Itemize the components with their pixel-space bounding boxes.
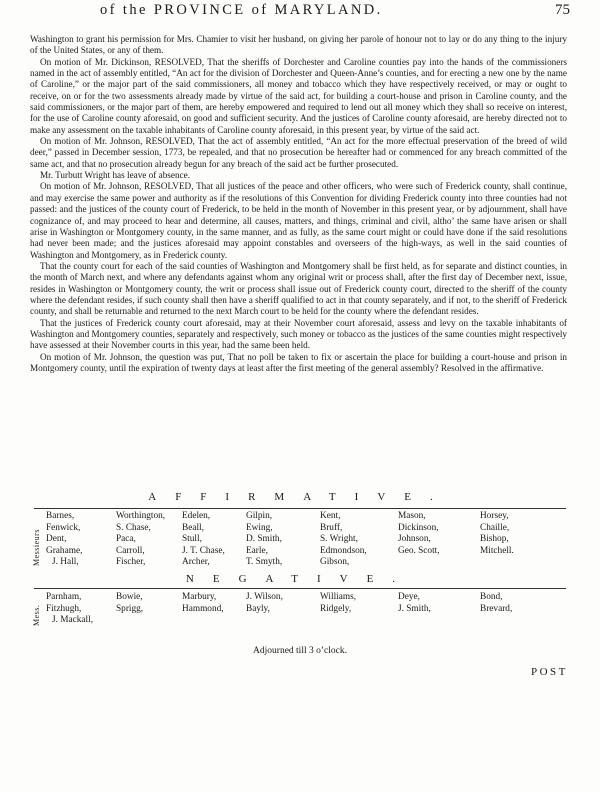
adjournment-note: Adjourned till 3 o’clock. <box>253 646 347 656</box>
voter-name: Fischer, <box>116 557 146 568</box>
page-number: 75 <box>555 2 570 18</box>
affirmative-column <box>320 511 367 569</box>
voter-name: J. T. Chase, <box>182 545 225 556</box>
voter-name: Geo. Scott, <box>398 545 440 556</box>
running-head <box>48 2 570 22</box>
negative-column <box>246 592 283 615</box>
divider <box>34 588 566 589</box>
running-head-title: of the PROVINCE of MARYLAND. <box>100 2 383 18</box>
negative-heading: NEGATIVE. <box>185 573 415 585</box>
messieurs-label: Messieurs <box>32 529 41 566</box>
voter-name: Fenwick, <box>46 522 81 533</box>
paragraph: On motion of Mr. Dickinson, RESOLVED, That the sheriffs of Dorchester and Caroline counties pay into the hands of the commissioners named in the act of assembly entitled, “An act for the division of Dorchester and Queen-Anne’s counties, and for erecting a new one by the name of Caroline,” or the major part of the said commissioners, all money and tobacco which they have respectively received, or may or ought to receive, on or for the two assessments already made by virtue of the said act, for building a court-house and prison in Caroline county, and the said commissioners, or the major part of them, are hereby empowered and required to lend out all money which they shall so receive on interest, for the use of Caroline county aforesaid, on good and sufficient security. And the justices of Caroline county aforesaid, are hereby directed not to make any assessment on the taxable inhabitants of Caroline county aforesaid, in this present year, by virtue of the said act. <box>30 56 567 135</box>
catchword: POST <box>531 666 568 678</box>
voter-name: Johnson, <box>398 534 431 545</box>
voter-name: Williams, <box>320 592 357 602</box>
paragraph: On motion of Mr. Johnson, RESOLVED, That all justices of the peace and other officers, who were such of Frederick county, shall continue, and may exercise the same power and authority as if the resolutions of this Convention for dividing Frederick county into three counties had not passed: and the justices of the county court of Frederick, to be held in the month of November in this present year, or by adjournment, shall have cognizance of, and may proceed to hear and determine, all causes, matters, and things, criminal and civil, altho’ the same have arisen or shall arise in Washington or Montgomery county, in the same manner, and as fully, as the same court might or could have done if the said resolutions had never been made; and the justices aforesaid may appoint constables and overseers of the high-ways, as well in the said counties of Washington and Montgomery, as in Frederick county. <box>30 181 567 260</box>
voter-name: J. Smith, <box>398 603 431 614</box>
voter-name: Bruff, <box>320 522 343 533</box>
voter-name: T. Smyth, <box>246 557 283 568</box>
voter-name: Deye, <box>398 592 420 602</box>
voter-name: Carroll, <box>116 545 145 556</box>
voter-name: Bayly, <box>246 603 270 614</box>
affirmative-column <box>480 511 514 557</box>
negative-column <box>182 592 224 615</box>
affirmative-heading: AFFIRMATIVE. <box>148 491 452 503</box>
affirmative-column <box>182 511 225 569</box>
voter-name: Worthington, <box>116 511 166 521</box>
voter-name: Parnham, <box>46 592 82 602</box>
negative-column <box>46 592 93 627</box>
body-text <box>30 34 567 374</box>
voter-name: Kent, <box>320 511 341 521</box>
voter-name: Mason, <box>398 511 426 521</box>
voter-name: Beall, <box>182 522 204 533</box>
messieurs-label: Mess. <box>32 604 41 626</box>
voter-name: Sprigg, <box>116 603 144 614</box>
voter-name: Bowie, <box>116 592 143 602</box>
voter-name: Mitchell. <box>480 545 514 556</box>
voter-name: Earle, <box>246 545 268 556</box>
affirmative-column <box>116 511 165 569</box>
voter-name: Archer, <box>182 557 210 568</box>
voter-name: Marbury, <box>182 592 217 602</box>
paragraph: On motion of Mr. Johnson, the question was put, That no poll be taken to fix or ascertain the place for building a court-house and prison in Montgomery county, until the expiration of twenty days at least after the first meeting of the general assembly? Resolved in the affirmative. <box>30 351 567 373</box>
voter-name: J. Hall, <box>52 557 79 568</box>
negative-column <box>116 592 143 615</box>
voter-name: S. Chase, <box>116 522 151 533</box>
voter-name: Ewing, <box>246 522 273 533</box>
voter-name: Gilpin, <box>246 511 273 521</box>
voter-name: Gibson, <box>320 557 350 568</box>
affirmative-column <box>246 511 282 569</box>
voter-name: Brevard, <box>480 603 513 614</box>
voter-name: J. Wilson, <box>246 592 283 602</box>
negative-column <box>480 592 512 615</box>
paragraph: On motion of Mr. Johnson, RESOLVED, That the act of assembly entitled, “An act for the more effectual preservation of the breed of wild deer,” passed in December session, 1773, be repealed, and that no prosecution be hereafter had or commenced for any breach committed of the same act, and that no prosecution already begun for any breach of the said act be further prosecuted. <box>30 136 567 169</box>
divider <box>34 508 566 509</box>
paragraph: That the county court for each of the said counties of Washington and Montgomery shall be first held, as for separate and distinct counties, in the month of March next, and where any defendants against whom any original writ or process shall, after the first day of December next, issue, resides in Washington or Montgomery county, the writ or process shall issue out of Frederick county court, directed to the sheriff of the county where the defendant resides, if such county shall then have a sheriff qualified to act in that county separately, and if not, to the sheriff of Frederick county, and shall be returnable and returned to the next March court to be held for the county where the defendant resides. <box>30 260 567 317</box>
voter-name: Bishop, <box>480 534 509 545</box>
negative-column <box>320 592 356 615</box>
voter-name: Edmondson, <box>320 545 367 556</box>
voter-name: Hammond, <box>182 603 224 614</box>
voter-name: D. Smith, <box>246 534 282 545</box>
voter-name: Ridgely, <box>320 603 352 614</box>
voter-name: Dickinson, <box>398 522 439 533</box>
voter-name: Paca, <box>116 534 136 545</box>
voter-name: J. Mackall, <box>52 615 94 626</box>
paragraph: Washington to grant his permission for Mrs. Chamier to visit her husband, on giving her parole of honour not to lay or do any thing to the injury of the United States, or any of them. <box>30 34 567 56</box>
voter-name: Horsey, <box>480 511 509 521</box>
affirmative-column <box>46 511 82 569</box>
voter-name: Bond, <box>480 592 503 602</box>
paragraph: That the justices of Frederick county court aforesaid, may at their November court aforesaid, assess and levy on the taxable inhabitants of Washington and Montgomery counties, separately and respectively, such money or tobacco as the justices of the same counties might respectively have assessed at their November courts in this year, had the same been held. <box>30 317 567 351</box>
voter-name: Barnes, <box>46 511 75 521</box>
voter-name: Stull, <box>182 534 202 545</box>
voter-name: Chaille, <box>480 522 510 533</box>
voter-name: Grahame, <box>46 545 83 556</box>
voter-name: Fitzhugh, <box>46 603 82 614</box>
voter-name: Dent, <box>46 534 67 545</box>
voter-name: Edelen, <box>182 511 211 521</box>
voter-name: S. Wright, <box>320 534 358 545</box>
affirmative-column <box>398 511 440 557</box>
paragraph: Mr. Turbutt Wright has leave of absence. <box>40 170 191 181</box>
negative-column <box>398 592 431 615</box>
